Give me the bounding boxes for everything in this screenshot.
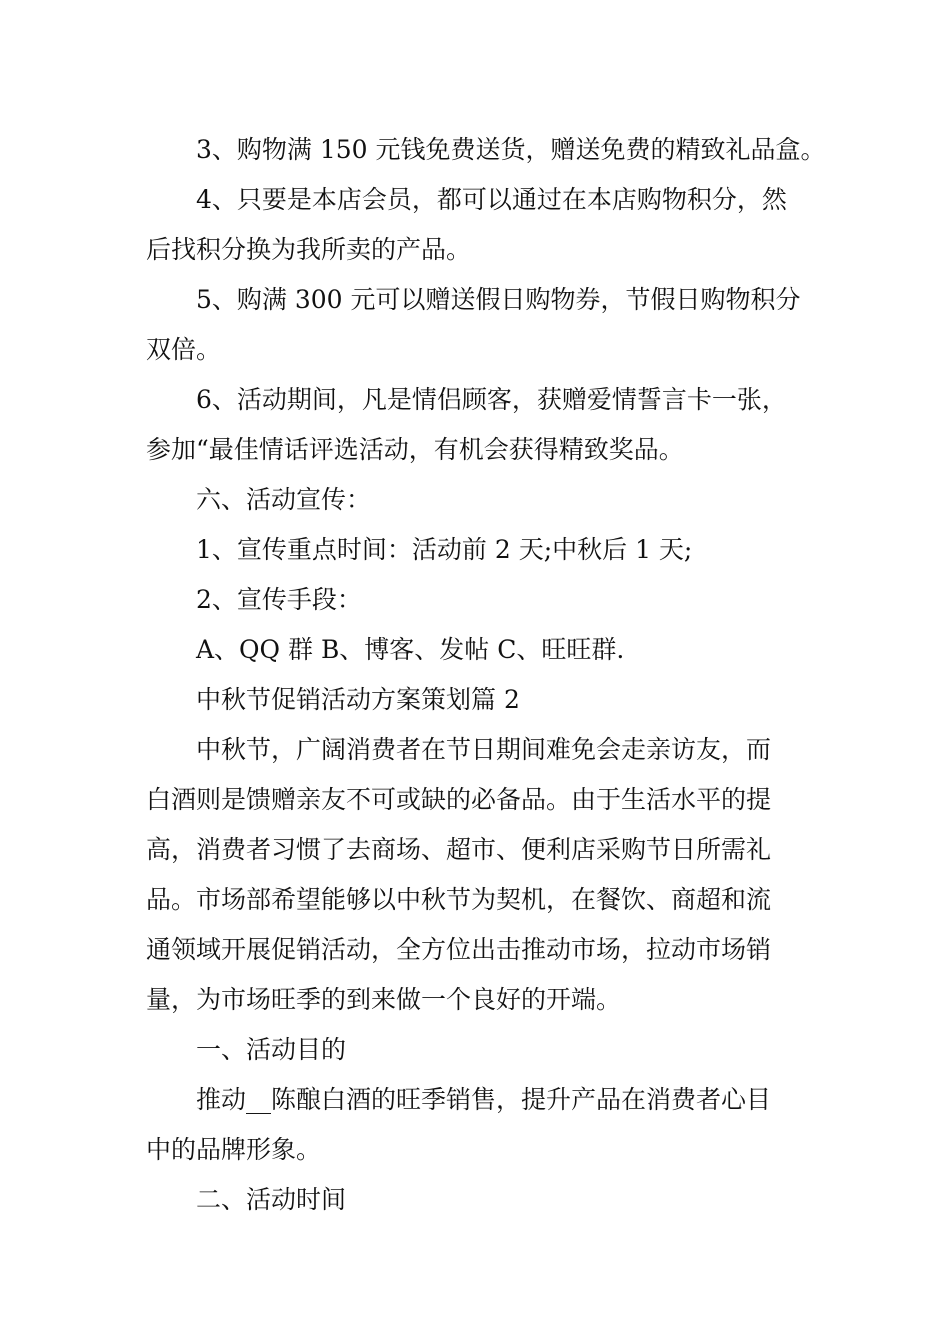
text-line: A、QQ 群 B、博客、发帖 C、旺旺群. (196, 635, 625, 664)
text-line: 3、购物满 150 元钱免费送货，赠送免费的精致礼品盒。 (196, 135, 826, 164)
text-line: 1、宣传重点时间：活动前 2 天;中秋后 1 天; (196, 535, 693, 564)
text-line: 2、宣传手段： (196, 585, 362, 614)
text-line: 6、活动期间，凡是情侣顾客，获赠爱情誓言卡一张， (196, 385, 787, 414)
text-line: 量，为市场旺季的到来做一个良好的开端。 (146, 985, 622, 1014)
text-line: 5、购满 300 元可以赠送假日购物券，节假日购物积分 (196, 285, 801, 314)
text-line: 中秋节，广阔消费者在节日期间难免会走亲访友，而 (196, 735, 772, 764)
article-title: 中秋节促销活动方案策划篇 2 (196, 685, 520, 714)
text-line: 品。市场部希望能够以中秋节为契机，在餐饮、商超和流 (146, 885, 772, 914)
section-heading: 六、活动宣传： (196, 485, 372, 514)
text-line: 白酒则是馈赠亲友不可或缺的必备品。由于生活水平的提 (146, 785, 772, 814)
text-line: 中的品牌形象。 (146, 1135, 322, 1164)
section-heading: 二、活动时间 (196, 1185, 347, 1214)
text-line: 后找积分换为我所卖的产品。 (146, 235, 472, 264)
text-line: 双倍。 (146, 335, 222, 364)
text-line: 4、只要是本店会员，都可以通过在本店购物积分，然 (196, 185, 787, 214)
text-line: 推动__陈酿白酒的旺季销售，提升产品在消费者心目 (196, 1085, 772, 1114)
text-line: 高，消费者习惯了去商场、超市、便利店采购节日所需礼 (146, 835, 772, 864)
text-line: 参加“最佳情话评选活动，有机会获得精致奖品。 (146, 435, 684, 464)
section-heading: 一、活动目的 (196, 1035, 347, 1064)
text-line: 通领域开展促销活动，全方位出击推动市场，拉动市场销 (146, 935, 772, 964)
